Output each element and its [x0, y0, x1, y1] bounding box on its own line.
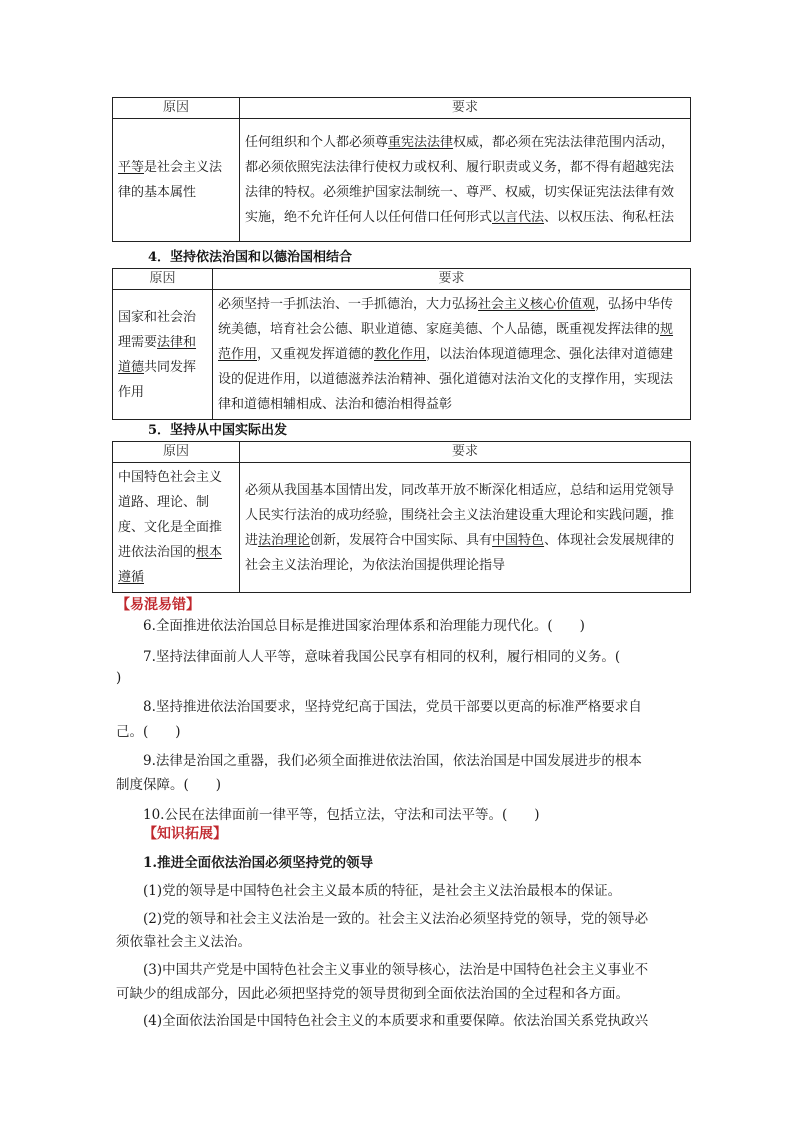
underlined-term: 教化作用: [374, 347, 427, 362]
question-7-cont: ): [116, 670, 122, 686]
knowledge-point-1: (1)党的领导是中国特色社会主义最本质的特征，是社会主义法治最根本的保证。: [143, 883, 622, 899]
table-law-morality: [112, 268, 691, 420]
knowledge-point-2: (2)党的领导和社会主义法治是一致的。社会主义法治必须坚持党的领导，党的领导必: [143, 911, 649, 927]
table-china-reality: [112, 441, 691, 593]
question-10: 10.公民在法律面前一律平等，包括立法，守法和司法平等。( ): [143, 807, 540, 823]
underlined-term: 中国特色: [492, 532, 545, 548]
section-heading-5: 5．坚持从中国实际出发: [148, 423, 288, 438]
question-6: 6.全面推进依法治国总目标是推进国家治理体系和治理能力现代化。( ): [143, 618, 585, 634]
knowledge-section-title: 【知识拓展】: [143, 826, 227, 842]
underlined-term: 法治理论: [258, 532, 311, 548]
confusion-section-title: 【易混易错】: [116, 597, 200, 613]
underlined-term: 规范作用: [218, 322, 674, 362]
question-8-cont: 己。( ): [116, 724, 181, 740]
reason-cell: 国家和社会治理需要法律和道德共同发挥作用: [113, 290, 213, 420]
question-7: 7.坚持法律面前人人平等，意味着我国公民享有相同的权利，履行相同的义务。(: [143, 649, 621, 665]
table-row: [113, 119, 691, 242]
requirement-cell: 必须坚持一手抓法治、一手抓德治，大力弘扬社会主义核心价值观，弘扬中华传统美德，培育社会公德、职业道德、家庭美德、个人品德，既重视发挥法律的规范作用，又重视发挥道德的教化作用，以法治体现道德理念、强化法律对道德建设的促进作用，以道德滋养法治精神、强化道德对法治文化的支撑作用，实现法律和道德相辅相成、法治和德治相得益彰: [213, 290, 691, 420]
table-row: [113, 463, 691, 593]
header-requirement: 要求: [213, 269, 691, 290]
requirement-cell: 任何组织和个人都必须尊重宪法法律权威，都必须在宪法法律范围内活动，都必须依照宪法法律行使权力或权利、履行职责或义务，都不得有超越宪法法律的特权。必须维护国家法制统一、尊严、权威，切实保证宪法法律有效实施，绝不允许任何人以任何借口任何形式以言代法、以权压法、徇私枉法: [240, 119, 691, 242]
underlined-term: 法律和道德: [118, 334, 197, 375]
question-9-cont: 制度保障。( ): [116, 777, 222, 793]
header-reason: 原因: [113, 269, 213, 290]
header-reason: 原因: [113, 98, 240, 119]
underlined-term: 平等: [118, 160, 145, 175]
header-requirement: 要求: [240, 98, 691, 119]
knowledge-point-4: (4)全面依法治国是中国特色社会主义的本质要求和重要保障。依法治国关系党执政兴: [143, 1013, 649, 1029]
underlined-term: 根本遵循: [118, 545, 223, 585]
header-requirement: 要求: [240, 442, 691, 463]
underlined-term: 以言代法: [492, 210, 545, 225]
table-row: [113, 290, 691, 420]
reason-cell: 平等是社会主义法律的基本属性: [113, 119, 240, 242]
underlined-term: 社会主义核心价值观: [478, 297, 596, 312]
table-header-row: [113, 269, 691, 290]
reason-cell: 中国特色社会主义道路、理论、制度、文化是全面推进依法治国的根本遵循: [113, 463, 240, 593]
knowledge-point-3-cont: 可缺少的组成部分，因此必须把坚持党的领导贯彻到全面依法治国的全过程和各方面。: [116, 986, 629, 1002]
question-9: 9.法律是治国之重器，我们必须全面推进依法治国，依法治国是中国发展进步的根本: [143, 753, 642, 769]
knowledge-heading: 1.推进全面依法治国必须坚持党的领导: [143, 855, 374, 871]
table-equality: [112, 97, 691, 242]
header-reason: 原因: [113, 442, 240, 463]
underlined-term: 重宪法法律: [388, 135, 454, 150]
table-header-row: [113, 98, 691, 119]
requirement-cell: 必须从我国基本国情出发，同改革开放不断深化相适应，总结和运用党领导人民实行法治的成功经验，围绕社会主义法治建设重大理论和实践问题，推进法治理论创新，发展符合中国实际、具有中国特色、体现社会发展规律的社会主义法治理论，为依法治国提供理论指导: [240, 463, 691, 593]
table-header-row: [113, 442, 691, 463]
knowledge-point-2-cont: 须依靠社会主义法治。: [116, 934, 251, 950]
knowledge-point-3: (3)中国共产党是中国特色社会主义事业的领导核心，法治是中国特色社会主义事业不: [143, 962, 649, 978]
section-heading-4: 4．坚持依法治国和以德治国相结合: [148, 250, 353, 265]
question-8: 8.坚持推进依法治国要求，坚持党纪高于国法，党员干部要以更高的标准严格要求自: [143, 699, 642, 715]
